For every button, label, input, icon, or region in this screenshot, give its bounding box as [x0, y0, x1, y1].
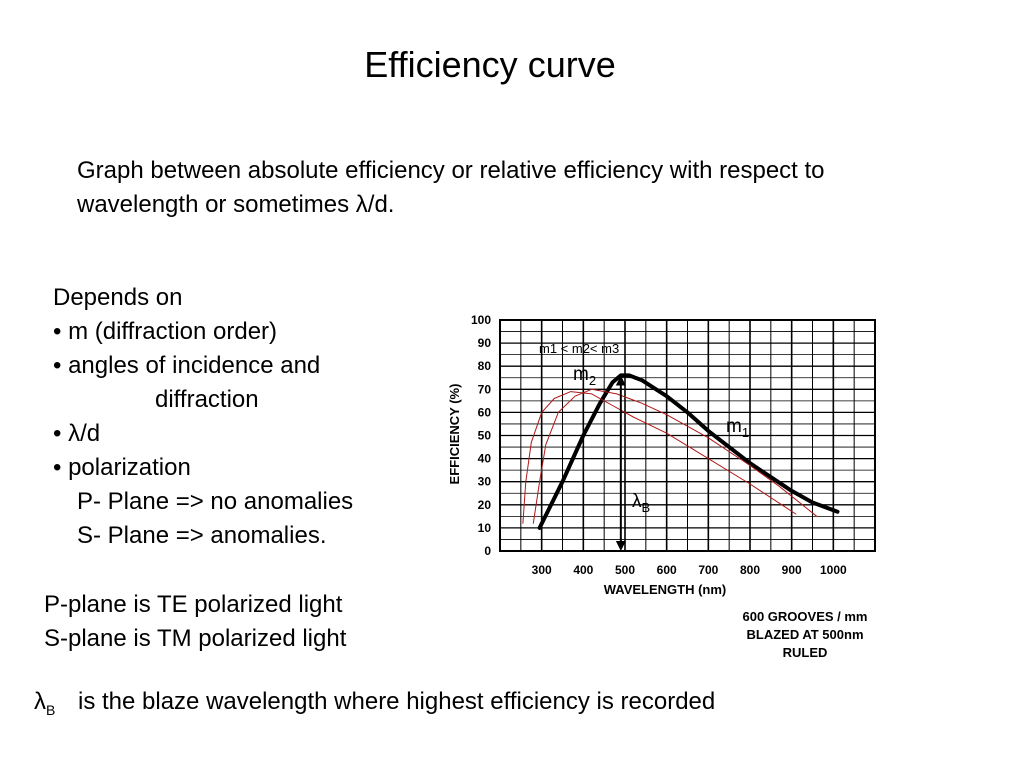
efficiency-chart	[430, 305, 910, 665]
m2-label	[573, 364, 596, 388]
x-tick-label: 600	[656, 563, 677, 577]
y-tick-label: 20	[477, 497, 491, 512]
grating-note-line-2: BLAZED AT 500nm	[746, 627, 864, 642]
blaze-marker-lambda: λ	[632, 491, 642, 512]
m2-label-sub: 2	[588, 373, 597, 388]
y-tick-label: 90	[477, 336, 491, 351]
blaze-marker-sub: B	[641, 500, 651, 515]
blaze-symbol	[34, 688, 78, 718]
y-tick-label: 0	[484, 544, 491, 558]
y-tick-label: 100	[470, 313, 491, 327]
y-tick-label: 10	[477, 520, 491, 535]
s-plane-definition: S-plane is TM polarized light	[44, 625, 347, 652]
depends-item-angles-cont: diffraction	[155, 386, 259, 413]
order-relation-label: m1 < m2< m3	[539, 341, 620, 356]
grating-note	[743, 609, 868, 660]
chart-ticks	[471, 313, 847, 577]
y-tick-label: 40	[477, 451, 491, 466]
depends-item-p-plane: P- Plane => no anomalies	[77, 488, 354, 515]
x-tick-label: 1000	[819, 563, 847, 577]
x-tick-label: 800	[739, 563, 761, 577]
y-tick-label: 30	[477, 474, 491, 489]
slide-title: Efficiency curve	[364, 44, 616, 85]
x-tick-label: 700	[698, 563, 719, 577]
x-tick-label: 500	[614, 563, 636, 577]
depends-item-polarization: • polarization	[53, 454, 191, 481]
y-tick-label: 80	[477, 359, 491, 374]
grating-note-line-3: RULED	[782, 645, 828, 660]
depends-heading: Depends on	[53, 284, 183, 311]
depends-item-angles: • angles of incidence and	[53, 352, 321, 379]
plane-definitions	[44, 588, 346, 656]
depends-list	[53, 281, 423, 553]
y-tick-label: 50	[477, 428, 491, 443]
y-axis-label: EFFICIENCY (%)	[447, 383, 462, 485]
m1-label-m: m	[726, 416, 742, 437]
x-tick-label: 400	[573, 563, 594, 577]
blaze-marker-label	[632, 491, 650, 515]
blaze-symbol-lambda: λ	[34, 688, 46, 715]
blaze-definition	[34, 688, 715, 718]
m1-label	[726, 416, 749, 440]
blaze-definition-text: is the blaze wavelength where highest efficiency is recorded	[78, 688, 716, 715]
grating-note-line-1: 600 GROOVES / mm	[742, 609, 868, 624]
y-tick-label: 70	[477, 382, 491, 397]
blaze-symbol-sub: B	[46, 701, 56, 718]
x-axis-label: WAVELENGTH (nm)	[603, 582, 727, 597]
depends-item-order: • m (diffraction order)	[53, 318, 278, 345]
intro-text: Graph between absolute efficiency or relative efficiency with respect to wavelength or sometimes λ/d.	[77, 157, 825, 218]
depends-item-lambda-d: • λ/d	[53, 420, 101, 447]
x-tick-label: 900	[781, 563, 802, 577]
depends-item-s-plane: S- Plane => anomalies.	[77, 522, 327, 549]
m1-label-sub: 1	[741, 425, 750, 440]
m2-label-m: m	[573, 364, 589, 385]
y-tick-label: 60	[477, 405, 491, 420]
p-plane-definition: P-plane is TE polarized light	[44, 591, 343, 618]
x-tick-label: 300	[531, 563, 552, 577]
